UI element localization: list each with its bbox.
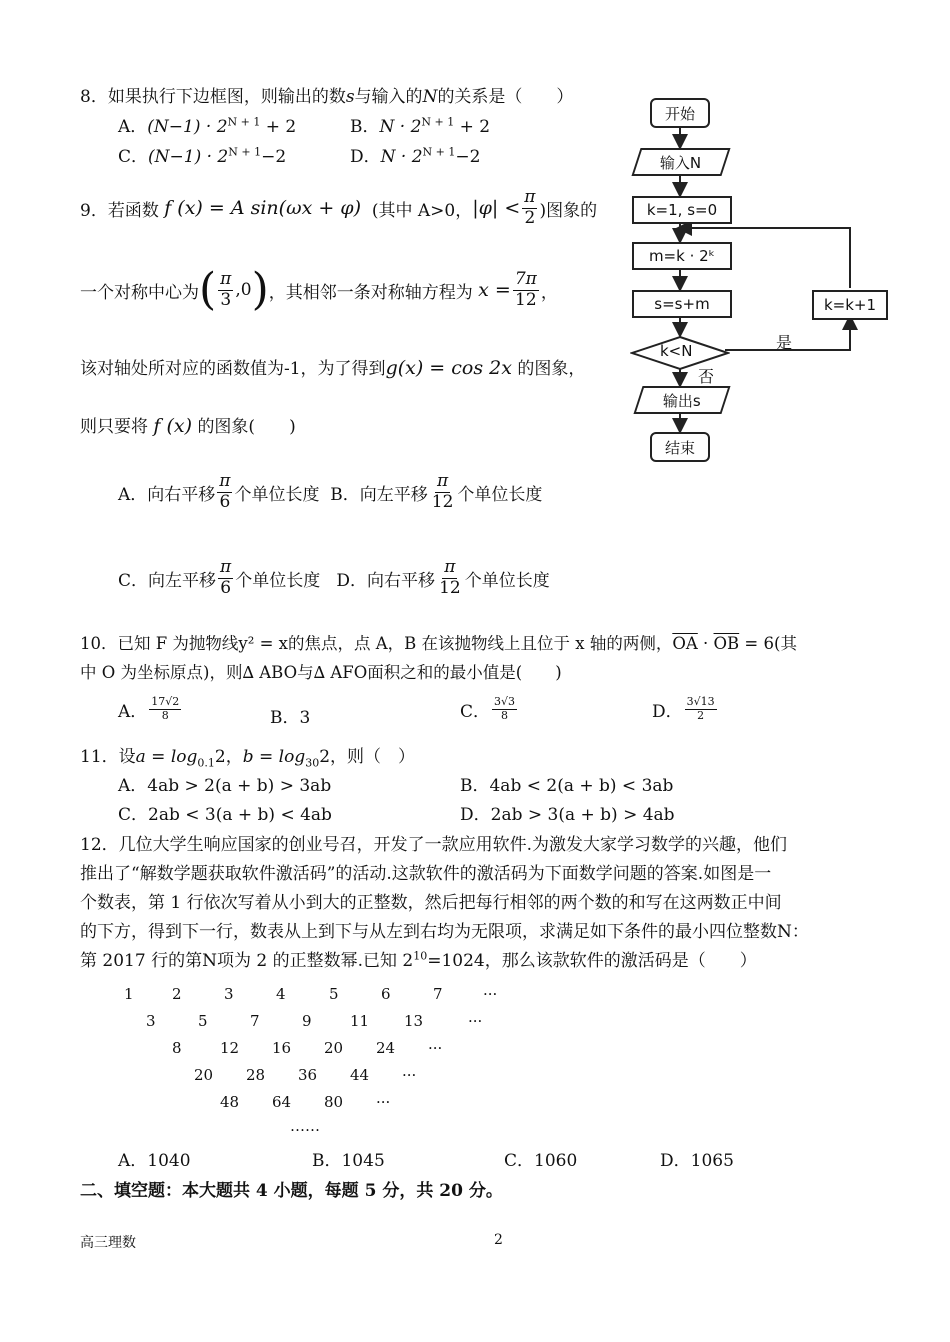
q8-stem bbox=[80, 82, 573, 107]
section-heading: 二、填空题：本大题共 4 小题，每题 5 分，共 20 分。 bbox=[80, 1181, 503, 1201]
q8-option-a bbox=[118, 112, 296, 137]
q10-dot: · bbox=[697, 634, 714, 653]
q9-l4-f: f (x) bbox=[153, 415, 193, 437]
flowchart-inc-label: k=k+1 bbox=[823, 296, 877, 314]
q12-option-b: B．1045 bbox=[312, 1151, 385, 1171]
flowchart-start-label: 开始 bbox=[664, 104, 695, 123]
table-cell: 9 bbox=[302, 1012, 312, 1030]
q8-option-c bbox=[118, 142, 286, 167]
q8-a-label: A． bbox=[118, 117, 148, 137]
q10-c-n: 3√3 bbox=[494, 695, 516, 708]
page-number: 2 bbox=[494, 1232, 503, 1248]
q8-stem-text: 8．如果执行下边框图，则输出的数 bbox=[80, 87, 346, 107]
q11-option-a: A．4ab > 2(a + b) > 3ab bbox=[118, 776, 332, 796]
q9-l1-pi: π bbox=[524, 187, 536, 207]
q9-l2-7pi: 7π bbox=[514, 268, 537, 289]
q11-b-tail: 2，则（ ） bbox=[319, 747, 416, 767]
q8-d-base: N · 2 bbox=[380, 147, 423, 167]
flowchart bbox=[620, 90, 900, 470]
q10-option-b: B．3 bbox=[270, 708, 311, 728]
q12-option-a: A．1040 bbox=[118, 1151, 191, 1171]
q9-d-d: 12 bbox=[439, 577, 461, 598]
table-cell: 24 bbox=[376, 1039, 396, 1057]
q8-n: N bbox=[422, 87, 438, 107]
q9-l1-c: )图象的 bbox=[539, 200, 598, 221]
flowchart-input bbox=[631, 148, 730, 176]
q9-line2 bbox=[80, 264, 558, 315]
flowchart-cond-label: k<N bbox=[660, 342, 693, 360]
q8-c-label: C． bbox=[118, 147, 149, 167]
q9-options-ab bbox=[118, 472, 542, 512]
q9-paren-left: ( bbox=[199, 264, 217, 315]
q10-oa: $\overline{OA}$ bbox=[672, 634, 698, 653]
table-cell: 20 bbox=[194, 1066, 214, 1084]
q9-l1-frac bbox=[522, 188, 537, 228]
q9-line1 bbox=[80, 188, 597, 228]
table-cell: 3 bbox=[146, 1012, 156, 1030]
q8-a-tail: + 2 bbox=[260, 117, 297, 137]
table-cell: 20 bbox=[324, 1039, 344, 1057]
q12-line3: 个数表，第 1 行依次写着从小到大的正整数，然后把每行相邻的两个数的和写在这两数正中间 bbox=[80, 893, 782, 913]
table-cell: ··· bbox=[483, 985, 498, 1003]
q10-line2: 中 O 为坐标原点)，则∆ ABO与∆ AFO面积之和的最小值是( ) bbox=[80, 663, 562, 682]
q10-d-frac bbox=[685, 696, 717, 722]
q9-c-d: 6 bbox=[220, 577, 232, 598]
q9-line4 bbox=[80, 412, 296, 437]
table-cell: 3 bbox=[224, 985, 234, 1003]
q11-option-b: B．4ab < 2(a + b) < 3ab bbox=[460, 776, 674, 796]
q9-b-d: 12 bbox=[431, 491, 454, 512]
table-cell: 48 bbox=[220, 1093, 240, 1111]
q9-l1-f: f (x) = A sin(ωx + φ) bbox=[164, 197, 362, 220]
q9-a-d: 6 bbox=[219, 491, 231, 512]
table-cell: 2 bbox=[172, 985, 182, 1003]
q9-a-frac bbox=[217, 472, 232, 512]
flowchart-no-label: 否 bbox=[698, 367, 715, 386]
q8-b-base: N · 2 bbox=[379, 117, 422, 137]
q10-d-n: 3√13 bbox=[686, 695, 715, 708]
flowchart-s-label: s=s+m bbox=[654, 295, 710, 313]
q12-l5-a: 第 2017 行的第N项为 2 的正整数幂.已知 2 bbox=[80, 951, 414, 971]
flowchart-output bbox=[633, 386, 730, 414]
q10-a-frac bbox=[149, 696, 181, 722]
q9-b-b: 个单位长度 bbox=[457, 484, 543, 505]
table-cell: 7 bbox=[433, 985, 443, 1003]
table-cell: 80 bbox=[324, 1093, 344, 1111]
q12-l5-exp: 10 bbox=[413, 949, 428, 963]
table-cell: ··· bbox=[376, 1093, 391, 1111]
q9-b-frac bbox=[430, 472, 456, 512]
q9-l2-0: ,0 bbox=[235, 280, 252, 300]
q10-line1 bbox=[80, 630, 797, 654]
q11-stem bbox=[80, 742, 415, 769]
flowchart-m-step bbox=[632, 242, 732, 270]
flowchart-output-label: 输出s bbox=[663, 391, 701, 410]
q9-b-n: π bbox=[437, 471, 449, 491]
flowchart-end-label: 结束 bbox=[664, 438, 695, 457]
q8-option-b bbox=[350, 112, 490, 137]
table-cell: 7 bbox=[250, 1012, 260, 1030]
table-cell: 64 bbox=[272, 1093, 292, 1111]
q9-l2-b: ，其相邻一条对称轴方程为 bbox=[268, 282, 473, 303]
q9-a-n: π bbox=[219, 471, 231, 491]
table-cell: 44 bbox=[350, 1066, 370, 1084]
q11-a-sub: 0.1 bbox=[197, 756, 215, 770]
q9-l2-a: 一个对称中心为 bbox=[80, 282, 199, 303]
q8-c-base: (N−1) · 2 bbox=[148, 147, 229, 167]
q8-tail: 的关系是（ ） bbox=[437, 87, 574, 107]
q9-l1-b: (其中 A>0， bbox=[371, 200, 473, 221]
q12-option-d: D．1065 bbox=[660, 1151, 734, 1171]
q9-l2-3: 3 bbox=[220, 289, 232, 310]
q9-a-b: 个单位长度 bbox=[234, 484, 320, 505]
q11-option-d: D．2ab > 3(a + b) > 4ab bbox=[460, 805, 675, 825]
table-cell: 8 bbox=[172, 1039, 182, 1057]
q9-d-frac bbox=[437, 558, 463, 598]
q9-l2-frac bbox=[218, 270, 233, 310]
table-cell: 13 bbox=[404, 1012, 424, 1030]
flowchart-init bbox=[632, 196, 732, 224]
q8-d-exp: N + 1 bbox=[422, 145, 456, 159]
q9-l1-a: 9．若函数 bbox=[80, 200, 159, 221]
table-cell: ··· bbox=[428, 1039, 443, 1057]
q10-a-d: 8 bbox=[161, 708, 169, 722]
q9-l2-x: x = bbox=[478, 279, 511, 301]
q11-a-eq: a = log bbox=[135, 747, 198, 767]
table-cell: ··· bbox=[468, 1012, 483, 1030]
table-cell: 5 bbox=[198, 1012, 208, 1030]
q9-c-b: 个单位长度 bbox=[235, 570, 321, 591]
table-cell: 12 bbox=[220, 1039, 240, 1057]
q8-option-d bbox=[350, 142, 480, 167]
q9-d-b: 个单位长度 bbox=[464, 570, 550, 591]
q11-stem-a: 11．设 bbox=[80, 747, 136, 767]
q11-a-tail: 2， bbox=[214, 747, 243, 767]
q8-d-tail: −2 bbox=[455, 147, 481, 167]
flowchart-m-label: m=k · 2ᵏ bbox=[648, 247, 716, 265]
q10-a-label: A． bbox=[118, 701, 148, 722]
table-cell: 16 bbox=[272, 1039, 292, 1057]
flowchart-start bbox=[650, 98, 710, 128]
q12-line1: 12．几位大学生响应国家的创业号召，开发了一款应用软件.为激发大家学习数学的兴趣，他们 bbox=[80, 835, 788, 855]
q8-b-exp: N + 1 bbox=[421, 115, 455, 129]
q8-c-exp: N + 1 bbox=[228, 145, 262, 159]
q9-options-cd bbox=[118, 558, 550, 598]
q8-mid: 与输入的 bbox=[354, 87, 423, 107]
table-cell: 36 bbox=[298, 1066, 318, 1084]
q10-c-d: 8 bbox=[501, 708, 509, 722]
q11-b-eq: b = log bbox=[242, 747, 306, 767]
q8-c-tail: −2 bbox=[261, 147, 287, 167]
q9-l2-frac2 bbox=[513, 270, 539, 310]
q10-option-a bbox=[118, 696, 183, 722]
q9-l2-12: 12 bbox=[515, 289, 537, 310]
q8-a-exp: N + 1 bbox=[227, 115, 261, 129]
table-cell: ··· bbox=[402, 1066, 417, 1084]
q12-line2: 推出了“解数学题获取软件激活码”的活动.这款软件的激活码为下面数学问题的答案.如图是一 bbox=[80, 864, 772, 884]
footer-left: 高三理数 bbox=[80, 1235, 136, 1251]
q12-line5 bbox=[80, 946, 757, 971]
q9-b-a: B．向左平移 bbox=[330, 484, 428, 505]
q10-l1-b: = 6(其 bbox=[739, 634, 797, 653]
q9-l3-b: 的图象， bbox=[517, 359, 586, 379]
q9-l2-pi: π bbox=[220, 268, 232, 289]
table-cell: 1 bbox=[124, 985, 134, 1003]
flowchart-yes-label: 是 bbox=[776, 333, 793, 352]
q9-l3-g: g(x) = cos 2x bbox=[385, 357, 512, 379]
q10-ob: $\overline{OB}$ bbox=[713, 634, 740, 653]
q11-b-sub: 30 bbox=[305, 756, 320, 770]
q10-d-d: 2 bbox=[697, 708, 705, 722]
table-cell: 4 bbox=[276, 985, 286, 1003]
q9-c-a: C．向左平移 bbox=[118, 570, 217, 591]
q9-l2-c: ， bbox=[540, 282, 558, 303]
q12-l5-b: =1024，那么该款软件的激活码是（ ） bbox=[427, 951, 757, 971]
flowchart-increment bbox=[812, 290, 888, 320]
q9-l4-b: 的图象( ) bbox=[197, 417, 296, 437]
q8-d-label: D． bbox=[350, 147, 381, 167]
q9-d-n: π bbox=[444, 557, 456, 577]
q8-a-base: (N−1) · 2 bbox=[147, 117, 228, 137]
flowchart-s-step bbox=[632, 290, 732, 318]
q10-c-frac bbox=[492, 696, 517, 722]
q9-d-a: D．向右平移 bbox=[336, 570, 436, 591]
q9-c-n: π bbox=[220, 557, 232, 577]
q12-option-c: C．1060 bbox=[504, 1151, 578, 1171]
q10-c-label: C． bbox=[460, 701, 491, 722]
flowchart-input-label: 输入N bbox=[660, 153, 702, 172]
q8-b-tail: + 2 bbox=[454, 117, 491, 137]
q12-line4: 的下方，得到下一行，数表从上到下与从左到右均为无限项，求满足如下条件的最小四位整数N： bbox=[80, 922, 809, 942]
table-cell: 5 bbox=[329, 985, 339, 1003]
q9-l1-2: 2 bbox=[524, 207, 536, 228]
q9-l1-abs: |φ| < bbox=[472, 197, 521, 220]
flowchart-end bbox=[650, 432, 710, 462]
q8-b-label: B． bbox=[350, 117, 380, 137]
table-cell: 28 bbox=[246, 1066, 266, 1084]
q9-paren-right: ) bbox=[251, 264, 269, 315]
q10-option-c bbox=[460, 696, 519, 722]
q10-l1-a: 10．已知 F 为抛物线y² = x的焦点，点 A，B 在该抛物线上且位于 x 轴的两侧， bbox=[80, 634, 673, 653]
flowchart-init-label: k=1, s=0 bbox=[646, 201, 718, 219]
table-dots: …… bbox=[290, 1117, 320, 1135]
q9-c-frac bbox=[218, 558, 233, 598]
q9-line3 bbox=[80, 354, 585, 379]
q9-a-a: A．向右平移 bbox=[118, 484, 216, 505]
q9-l4-a: 则只要将 bbox=[80, 417, 148, 437]
table-cell: 6 bbox=[381, 985, 391, 1003]
table-cell: 11 bbox=[350, 1012, 370, 1030]
q10-option-d bbox=[652, 696, 719, 722]
q10-a-n: 17√2 bbox=[151, 695, 180, 708]
q9-l3-a: 该对轴处所对应的函数值为-1，为了得到 bbox=[80, 359, 386, 379]
q10-d-label: D． bbox=[652, 701, 683, 722]
q11-option-c: C．2ab < 3(a + b) < 4ab bbox=[118, 805, 332, 825]
q8-s: s bbox=[345, 87, 355, 107]
